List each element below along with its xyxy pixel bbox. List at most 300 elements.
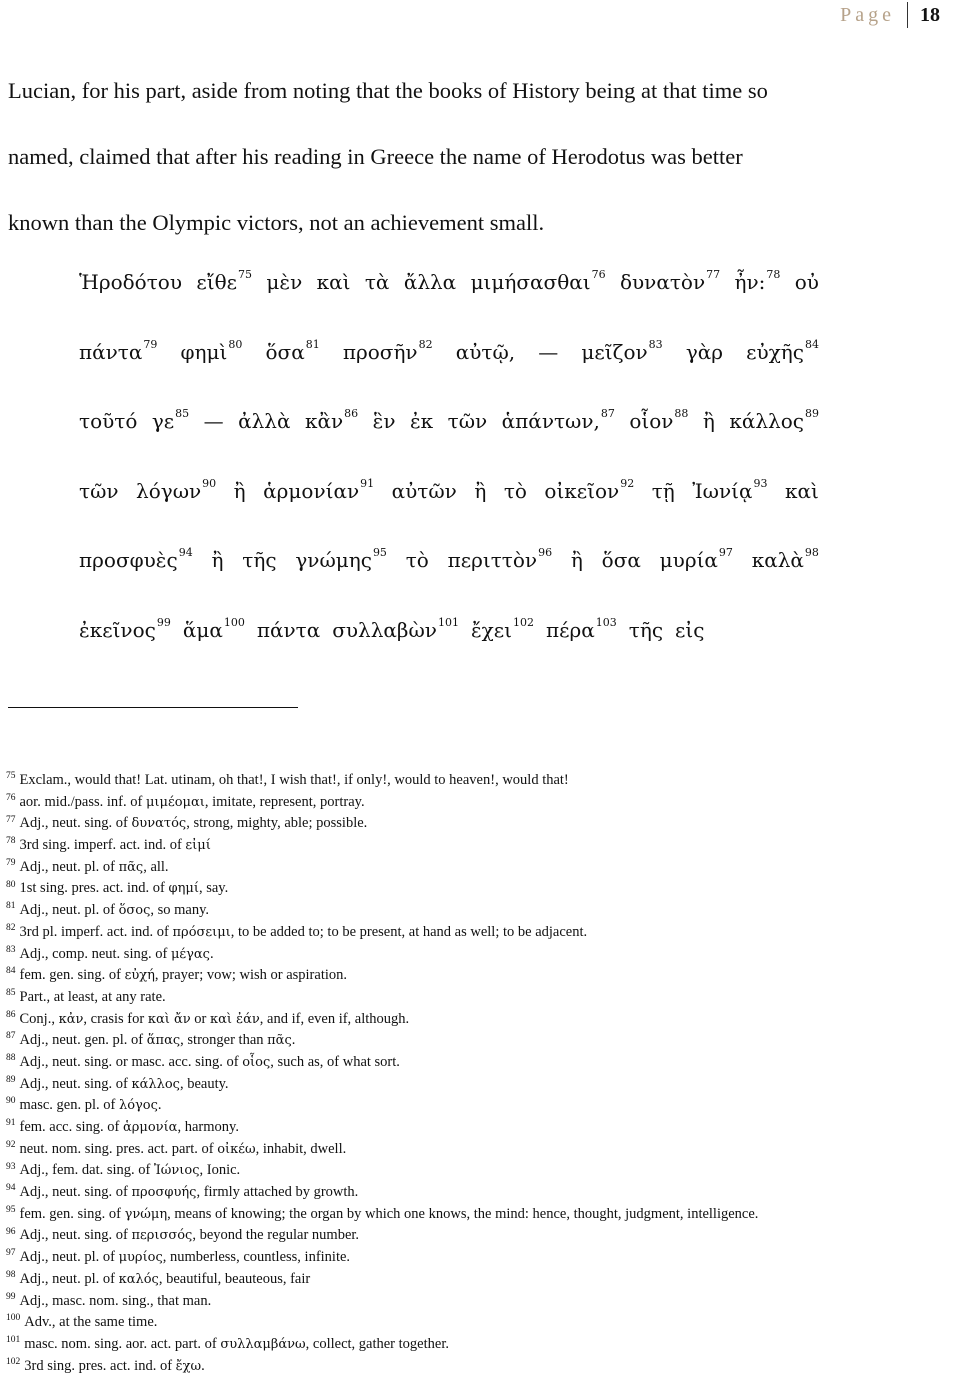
greek-word	[234, 479, 246, 503]
greek-line	[79, 476, 819, 549]
footnote-greek-term: μέγας	[170, 946, 210, 962]
footnote-greek-term: καλός	[118, 1271, 159, 1287]
intro-line: named, claimed that after his reading in Greece the name of Herodotus was better	[8, 144, 743, 169]
footnote-greek-term: πρόσειμι	[172, 924, 231, 940]
page-label: Page	[840, 3, 895, 26]
footnote-reference: 82	[418, 337, 433, 351]
greek-word-text: οἷον	[629, 409, 674, 433]
footnote-greek-term: ὅσος	[118, 903, 151, 919]
intro-line: Lucian, for his part, aside from noting that the books of History being at that time so	[8, 78, 768, 103]
greek-word-text: εὐχῆς	[746, 339, 804, 364]
footnote-item	[6, 1225, 946, 1247]
intro-paragraph	[8, 58, 958, 256]
footnote-text: Adj., neut. pl. of	[19, 1270, 119, 1287]
footnote-text: fem. gen. sing. of	[19, 1205, 125, 1222]
footnote-reference: 78	[766, 268, 781, 282]
footnote-greek-term: οἰκέω	[217, 1141, 256, 1157]
greek-line	[79, 548, 819, 618]
greek-word-text: καὶ	[316, 270, 351, 294]
greek-word	[204, 409, 224, 433]
footnote-reference: 93	[753, 476, 768, 490]
footnote-item	[6, 1269, 946, 1291]
footnote-text: Adj., neut. pl. of	[19, 902, 119, 919]
footnote-text: Adj., masc. nom. sing., that man.	[19, 1292, 212, 1309]
greek-word-text: ἢ	[702, 409, 715, 433]
footnote-item	[6, 878, 946, 900]
greek-word-text: τὸ	[405, 548, 429, 572]
footnote-item	[6, 1009, 946, 1031]
footnote-number: 86	[6, 1009, 16, 1020]
footnote-text: , beyond the regular number.	[192, 1227, 360, 1244]
footnote-text: 3rd sing. pres. act. ind. of	[24, 1357, 176, 1374]
footnote-number: 88	[6, 1053, 16, 1064]
footnote-item	[6, 1074, 946, 1096]
footnote-item	[6, 1312, 946, 1334]
greek-word	[729, 409, 819, 433]
footnote-reference: 94	[178, 546, 193, 560]
greek-word	[571, 548, 583, 572]
footnote-item	[6, 900, 946, 922]
greek-word-text: ἀλλὰ	[238, 409, 291, 433]
footnote-text: neut. nom. sing. pres. act. part. of	[19, 1140, 218, 1157]
greek-word-text: προσφυὲς	[79, 548, 178, 572]
greek-word	[456, 340, 515, 364]
greek-word-text: ἦν:	[734, 270, 766, 294]
footnote-text: .	[291, 1032, 296, 1049]
greek-word	[538, 340, 558, 364]
footnote-text: , means of knowing; the organ by which one knows, the mind: hence, thought, judgment, intelligence.	[167, 1205, 759, 1222]
footnote-greek-term: κάλλος	[131, 1076, 180, 1092]
footnote-greek-term: ἔχω	[175, 1358, 202, 1374]
greek-word	[474, 479, 486, 503]
greek-word-text: καλὰ	[751, 548, 804, 572]
greek-word-text: γνώμης	[295, 548, 372, 572]
footnote-number: 101	[6, 1335, 21, 1346]
greek-word-text: μιμήσασθαι	[470, 270, 591, 294]
footnote-item	[6, 1030, 946, 1052]
greek-word-text: Ἡροδότου	[79, 270, 182, 294]
footnote-number: 92	[6, 1139, 16, 1150]
greek-word-text: τοῦτό	[79, 409, 138, 433]
footnote-greek-term: λόγος	[118, 1098, 158, 1114]
greek-word	[242, 548, 276, 572]
footnote-reference: 99	[156, 615, 171, 629]
footnote-text: , beauty.	[179, 1075, 229, 1092]
footnote-item	[6, 987, 946, 1009]
footnote-text: , and if, even if, although.	[259, 1010, 410, 1027]
footnote-number: 90	[6, 1096, 16, 1107]
greek-word-text: τῆς	[242, 548, 277, 572]
footnote-number: 100	[6, 1313, 21, 1324]
footnote-greek-term: πᾶς	[267, 1033, 292, 1049]
footnote-reference: 83	[648, 337, 663, 351]
footnote-text: , so many.	[150, 902, 210, 919]
greek-word	[544, 476, 635, 503]
footnote-text: .	[201, 1357, 205, 1374]
greek-word	[404, 270, 456, 294]
footnote-number: 87	[6, 1031, 16, 1042]
footnote-text: fem. acc. sing. of	[19, 1119, 123, 1135]
greek-word-text: ἄλλα	[403, 270, 457, 294]
greek-word	[546, 615, 617, 642]
greek-word	[692, 476, 768, 503]
footnote-greek-term: καὶ ἐάν	[209, 1011, 260, 1027]
footnote-number: 80	[6, 879, 16, 890]
intro-line: known than the Olympic victors, not an achievement small.	[8, 210, 545, 235]
footnote-item	[6, 1247, 946, 1269]
footnote-item	[6, 1095, 946, 1117]
footnote-text: , imitate, represent, portray.	[204, 793, 365, 810]
greek-word	[79, 479, 119, 503]
footnote-text: , stronger than	[180, 1032, 268, 1049]
footnote-greek-term: ἁρμονία	[122, 1120, 178, 1135]
greek-word	[136, 476, 217, 503]
footnote-number: 91	[6, 1118, 16, 1129]
footnote-text: Part., at least, at any rate.	[19, 988, 166, 1005]
greek-word-text: ἢ	[474, 478, 487, 503]
greek-word-text: πάντα	[79, 339, 143, 364]
footnote-reference: 88	[674, 407, 689, 421]
footnote-number: 98	[6, 1269, 16, 1280]
greek-word-text: αὐτῷ,	[455, 339, 516, 364]
footnote-greek-term: δυνατός	[131, 816, 187, 832]
footnote-text: , inhabit, dwell.	[255, 1140, 347, 1157]
footnote-item	[6, 1052, 946, 1074]
footnote-number: 82	[6, 922, 16, 933]
greek-word-text: δυνατὸν	[619, 270, 706, 294]
greek-word-text: τῶν	[447, 409, 488, 433]
footnote-number: 95	[6, 1204, 16, 1215]
greek-word-text: πάντα	[256, 617, 321, 642]
greek-word	[182, 615, 245, 642]
footnote-item	[6, 1334, 946, 1356]
greek-word	[703, 409, 715, 433]
footnote-text: .	[209, 945, 214, 962]
footnote-text: 1st sing. pres. act. ind. of	[19, 880, 169, 897]
greek-word	[212, 548, 224, 572]
footnote-reference: 101	[437, 615, 459, 629]
footnote-reference: 85	[175, 407, 190, 421]
greek-line	[79, 270, 819, 340]
footnote-reference: 96	[538, 546, 553, 560]
footnote-number: 79	[6, 857, 16, 868]
greek-word	[305, 409, 358, 433]
greek-passage	[79, 270, 819, 687]
greek-word-text: μὲν	[266, 270, 303, 294]
greek-word-text: ἢ	[570, 548, 583, 572]
footnote-item	[6, 1356, 946, 1378]
greek-word-text: τῆς	[628, 617, 664, 642]
greek-word	[686, 340, 723, 364]
greek-line	[79, 337, 819, 410]
greek-word	[652, 479, 675, 503]
footnote-text: , numberless, countless, infinite.	[162, 1249, 351, 1266]
greek-word-text: συλλαβὼν	[332, 617, 437, 642]
greek-word-text: καὶ	[785, 478, 819, 503]
greek-word-text: ὅσα	[601, 548, 641, 572]
footnote-text: , beautiful, beauteous, fair	[158, 1270, 311, 1287]
greek-word-text: τὸ	[503, 478, 527, 503]
footnote-text: or	[190, 1010, 210, 1027]
footnote-reference: 89	[804, 407, 819, 421]
footnote-text: Adj., fem. dat. sing. of	[19, 1162, 155, 1179]
footnote-text: , strong, mighty, able; possible.	[186, 815, 368, 832]
footnote-number: 77	[6, 814, 16, 825]
footnote-text: , Ionic.	[199, 1162, 241, 1179]
footnote-text: Adj., neut. sing. of	[19, 1227, 132, 1244]
footnote-reference: 100	[223, 615, 245, 629]
greek-word-text: ἢ	[233, 478, 246, 503]
greek-word-text: αὐτῶν	[391, 478, 457, 503]
greek-word	[342, 337, 433, 364]
greek-word	[332, 615, 459, 642]
footnote-text: Adv., at the same time.	[24, 1314, 158, 1331]
footnote-number: 93	[6, 1161, 16, 1172]
footnote-greek-term: φημί	[168, 881, 199, 897]
footnote-item	[6, 770, 946, 792]
greek-word	[785, 479, 819, 503]
greek-word	[410, 409, 433, 433]
footnote-number: 76	[6, 792, 16, 803]
greek-word-text: πέρα	[546, 617, 595, 642]
footnote-greek-term: εἰμί	[185, 838, 211, 854]
greek-word	[79, 337, 158, 364]
footnote-reference: 97	[718, 546, 733, 560]
footnote-greek-term: κἀν	[58, 1011, 84, 1027]
greek-word-text: κἂν	[304, 409, 344, 433]
greek-word-text: ἢ	[211, 548, 224, 572]
greek-word	[629, 409, 688, 433]
footnote-text: Adj., neut. pl. of	[19, 1249, 119, 1266]
footnote-item	[6, 792, 946, 814]
footnote-item	[6, 965, 946, 987]
footnote-item	[6, 1182, 946, 1204]
greek-word	[180, 337, 243, 364]
greek-word	[471, 270, 606, 294]
footnote-item	[6, 1204, 946, 1226]
greek-word	[79, 615, 171, 642]
footnote-greek-term: ἅπας	[146, 1033, 181, 1049]
footnote-text: , such as, of what sort.	[270, 1053, 400, 1070]
greek-word-text: ἓν	[372, 409, 396, 433]
greek-word-text: προσῆν	[342, 339, 418, 364]
footnote-text: Adj., neut. sing. of	[19, 1184, 132, 1201]
greek-word	[263, 476, 375, 503]
greek-word-text: —	[538, 339, 559, 364]
footnote-greek-term: προσφυής	[131, 1185, 197, 1201]
footnote-text: , crasis for	[83, 1010, 148, 1027]
footnote-text: 3rd pl. imperf. act. ind. of	[19, 923, 173, 940]
footnote-greek-term: πᾶς	[118, 859, 144, 875]
greek-word-text: τῇ	[651, 478, 675, 503]
footnote-reference: 81	[305, 337, 320, 351]
greek-word	[470, 615, 535, 642]
footnote-text: , harmony.	[177, 1119, 239, 1135]
greek-word-text: ἔχει	[470, 617, 513, 642]
footnote-number: 84	[6, 966, 16, 977]
greek-word-text: —	[203, 409, 224, 433]
greek-word	[581, 337, 663, 364]
footnote-item	[6, 1117, 946, 1139]
greek-word-text: ὅσα	[265, 339, 305, 364]
footnote-reference: 95	[372, 546, 387, 560]
greek-word-text: ἅμα	[182, 617, 223, 642]
footnote-item	[6, 813, 946, 835]
footnote-text: masc. gen. pl. of	[19, 1097, 119, 1114]
footnote-number: 85	[6, 988, 16, 999]
footnote-reference: 92	[620, 476, 635, 490]
greek-word-text: ἁρμονίαν	[263, 478, 360, 503]
greek-word-text: τὰ	[364, 270, 390, 294]
footnote-reference: 98	[804, 546, 819, 560]
greek-word	[660, 548, 733, 572]
greek-word	[448, 409, 488, 433]
footnote-reference: 79	[143, 337, 158, 351]
footnote-separator	[8, 707, 298, 708]
greek-word	[746, 337, 819, 364]
footnote-text: Adj., neut. sing. of	[19, 815, 132, 832]
greek-word-text: τῶν	[79, 478, 119, 503]
greek-word	[295, 548, 387, 572]
footnote-number: 75	[6, 771, 16, 782]
greek-word	[448, 548, 552, 572]
footnote-greek-term: εὐχή	[124, 968, 155, 984]
greek-word	[238, 409, 290, 433]
greek-word-text: μυρία	[659, 548, 718, 572]
greek-word	[79, 270, 182, 294]
footnote-text: masc. nom. sing. aor. act. part. of	[24, 1335, 221, 1352]
greek-word-text: ἐκ	[409, 409, 434, 433]
footnote-text: Adj., neut. sing. or masc. acc. sing. of	[19, 1053, 243, 1070]
footnote-number: 96	[6, 1226, 16, 1237]
greek-word-text: κάλλος	[729, 409, 804, 433]
greek-word	[265, 337, 320, 364]
footnote-text: , to be added to; to be present, at hand as well; to be adjacent.	[230, 923, 588, 940]
footnote-item	[6, 1291, 946, 1313]
footnote-text: , all.	[143, 858, 169, 875]
footnote-text: 3rd sing. imperf. act. ind. of	[19, 837, 186, 854]
footnote-greek-term: μυρίος	[118, 1250, 163, 1266]
footnote-item	[6, 835, 946, 857]
footnote-text: , prayer; vow; wish or aspiration.	[154, 967, 348, 984]
footnote-item	[6, 1139, 946, 1161]
footnote-greek-term: καὶ ἄν	[147, 1011, 191, 1027]
greek-word	[629, 618, 663, 642]
footnote-item	[6, 857, 946, 879]
footnote-text: Exclam., would that! Lat. utinam, oh that!, I wish that!, if only!, would to heaven!, would that!	[19, 772, 569, 788]
footnote-reference: 80	[228, 337, 243, 351]
footnote-text: Adj., neut. sing. of	[19, 1075, 132, 1092]
footnote-greek-term: συλλαμβάνω	[220, 1336, 306, 1352]
footnote-greek-term: περισσός	[131, 1228, 193, 1244]
greek-word-text: εἰς	[675, 617, 705, 642]
greek-word-text: μεῖζον	[581, 339, 648, 364]
greek-word	[365, 270, 390, 294]
footnote-reference: 103	[595, 615, 617, 629]
greek-word-text: γε	[151, 409, 175, 433]
page-header	[840, 0, 940, 30]
greek-word	[392, 479, 457, 503]
footnote-text: , say.	[198, 880, 229, 897]
greek-word	[734, 270, 780, 294]
footnote-reference: 102	[513, 615, 535, 629]
greek-word-text: ἐκεῖνος	[79, 617, 156, 642]
greek-word-text: Ἰωνίᾳ	[692, 478, 753, 503]
footnote-number: 94	[6, 1183, 16, 1194]
footnote-text: Adj., comp. neut. sing. of	[19, 945, 171, 962]
footnote-number: 78	[6, 836, 16, 847]
footnote-text: Conj.,	[19, 1010, 59, 1027]
greek-word	[620, 270, 720, 294]
greek-word-text: οὐ	[794, 270, 819, 294]
footnote-reference: 91	[360, 476, 375, 490]
footnote-item	[6, 922, 946, 944]
greek-word	[257, 618, 320, 642]
footnote-text: , collect, gather together.	[305, 1335, 449, 1352]
greek-word	[675, 618, 704, 642]
greek-word	[317, 270, 351, 294]
footnote-number: 89	[6, 1074, 16, 1085]
greek-word	[373, 409, 396, 433]
footnote-number: 81	[6, 901, 16, 912]
greek-word	[504, 479, 527, 503]
greek-word-text: λόγων	[136, 478, 202, 503]
page-number: 18	[920, 3, 940, 26]
greek-word	[196, 270, 252, 294]
footnote-number: 83	[6, 944, 16, 955]
footnote-text: .	[157, 1097, 162, 1114]
footnote-reference: 76	[591, 268, 606, 282]
footnote-text: aor. mid./pass. inf. of	[19, 793, 146, 810]
footnote-reference: 90	[202, 476, 217, 490]
greek-word	[752, 548, 819, 572]
greek-word-text: περιττὸν	[447, 548, 538, 572]
footnote-number: 102	[6, 1356, 21, 1367]
footnote-reference: 77	[706, 268, 721, 282]
greek-word-text: φημὶ	[180, 339, 228, 364]
footnote-reference: 84	[805, 337, 819, 351]
greek-line	[79, 615, 819, 688]
greek-word	[406, 548, 429, 572]
footnote-number: 97	[6, 1248, 16, 1259]
greek-word-text: ἁπάντων,	[501, 409, 600, 433]
footnote-reference: 86	[344, 407, 359, 421]
footnotes-list	[6, 770, 946, 1377]
footnote-reference: 75	[237, 268, 252, 282]
greek-word	[266, 270, 302, 294]
greek-word	[79, 548, 193, 572]
greek-word	[79, 409, 137, 433]
footnote-text: Adj., neut. gen. pl. of	[19, 1032, 147, 1049]
greek-word	[795, 270, 819, 294]
greek-word	[152, 409, 189, 433]
footnote-greek-term: οἷος	[242, 1054, 271, 1070]
footnote-item	[6, 1160, 946, 1182]
greek-word-text: γὰρ	[685, 339, 724, 364]
footnote-greek-term: Ἰώνιος	[154, 1163, 200, 1179]
footnote-greek-term: μιμέομαι	[145, 794, 205, 810]
footnote-text: , firmly attached by growth.	[196, 1184, 359, 1201]
footnote-number: 99	[6, 1291, 16, 1302]
greek-word	[502, 409, 615, 433]
greek-word	[602, 548, 641, 572]
footnote-text: fem. gen. sing. of	[19, 967, 125, 984]
footnote-text: Adj., neut. pl. of	[19, 858, 119, 875]
header-divider	[907, 2, 908, 28]
greek-word-text: οἰκεῖον	[544, 478, 620, 503]
footnote-item	[6, 944, 946, 966]
greek-word-text: εἴθε	[196, 270, 237, 294]
